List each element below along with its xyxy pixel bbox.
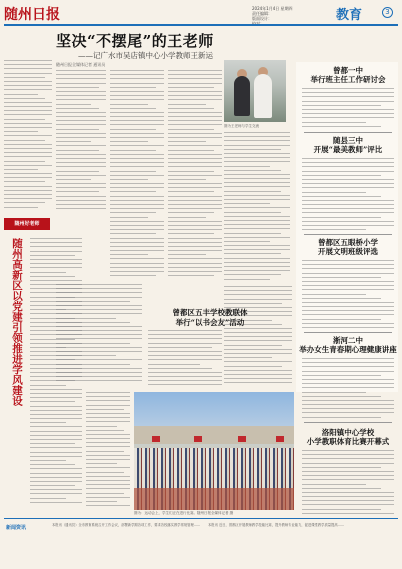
side-divider [304,132,392,133]
side-story-text-3 [302,260,394,328]
mid-column-a [224,286,292,386]
vertical-headline: 随州高新区以党建引领推进学风建设 [11,238,23,406]
side-divider [304,422,392,423]
masthead-info-line: 责任编辑： [252,11,272,16]
side-story-text-1 [302,88,394,128]
lower-left-column-2 [86,392,130,508]
side-story-text-4 [302,358,394,418]
side-story-text-2 [302,158,394,230]
lead-column-1 [56,70,106,215]
teacher-photo-caption: 图为王老师与学生交流 [224,124,259,128]
left-column [4,60,52,212]
side-story-title-1: 曾都一中 举行班主任工作研讨会 [310,66,386,84]
side-divider [304,234,392,235]
footer-label: 新闻资讯 [6,525,27,531]
masthead-info [252,6,326,26]
side-story-title-2: 随县三中 开展“最美教师”评比 [313,136,383,154]
side-divider [304,332,392,333]
masthead-info-line: 2024年1月4日 星期四 [252,6,293,11]
lead-column-3 [168,70,222,280]
masthead [4,3,398,25]
side-story-text-5 [302,450,394,514]
lead-byline: 随州日报全媒体记者 通讯员 [56,62,106,67]
lead-column-2 [110,70,164,280]
masthead-rule [4,24,398,26]
lead-headline: 坚决“不摆尾”的王老师 [56,32,214,50]
section-name: 教育 [336,8,363,23]
middle-story-headline: 曾都区五丰学校教联体 举行“以书会友”活动 [172,308,248,327]
lead-subheadline: ——记广水市吴店镇中心小学教师王新运 [78,51,213,60]
middle-story-text [148,330,222,386]
newspaper-logo: 随州日报 [4,7,60,23]
teacher-photo [224,60,286,122]
footer-rule [4,518,398,519]
side-story-title-3: 曾都区五眼桥小学 开展文明班级评选 [318,238,378,256]
page-number: 3 [382,7,393,18]
sports-photo-caption: 图为：运动会上，学生们正在进行比赛。随州日报全媒体记者 摄 [134,511,234,515]
masthead-info-line: 版面设计： [252,16,272,21]
sports-event-photo [134,392,294,510]
lower-left-column-1 [30,238,82,508]
side-story-title-4: 淅河二中 举办女生青春期心理健康讲座 [299,336,397,354]
lead-column-4 [224,132,290,280]
side-story-title-5: 洛阳镇中心学校 小学教职体育比赛开幕式 [306,428,390,446]
column-tag: 随州好老师 [4,218,50,230]
footer-brief-1: 本报讯（通讯员）全市教育系统召开工作会议，部署新学期各项工作，要求各校落实教学常规管理…… [52,523,201,527]
footer-brief-2: 本报讯 近日，曾都区开展教师教学技能比赛，提升教师专业能力，促进课堂教学质量提高…… [208,523,345,527]
